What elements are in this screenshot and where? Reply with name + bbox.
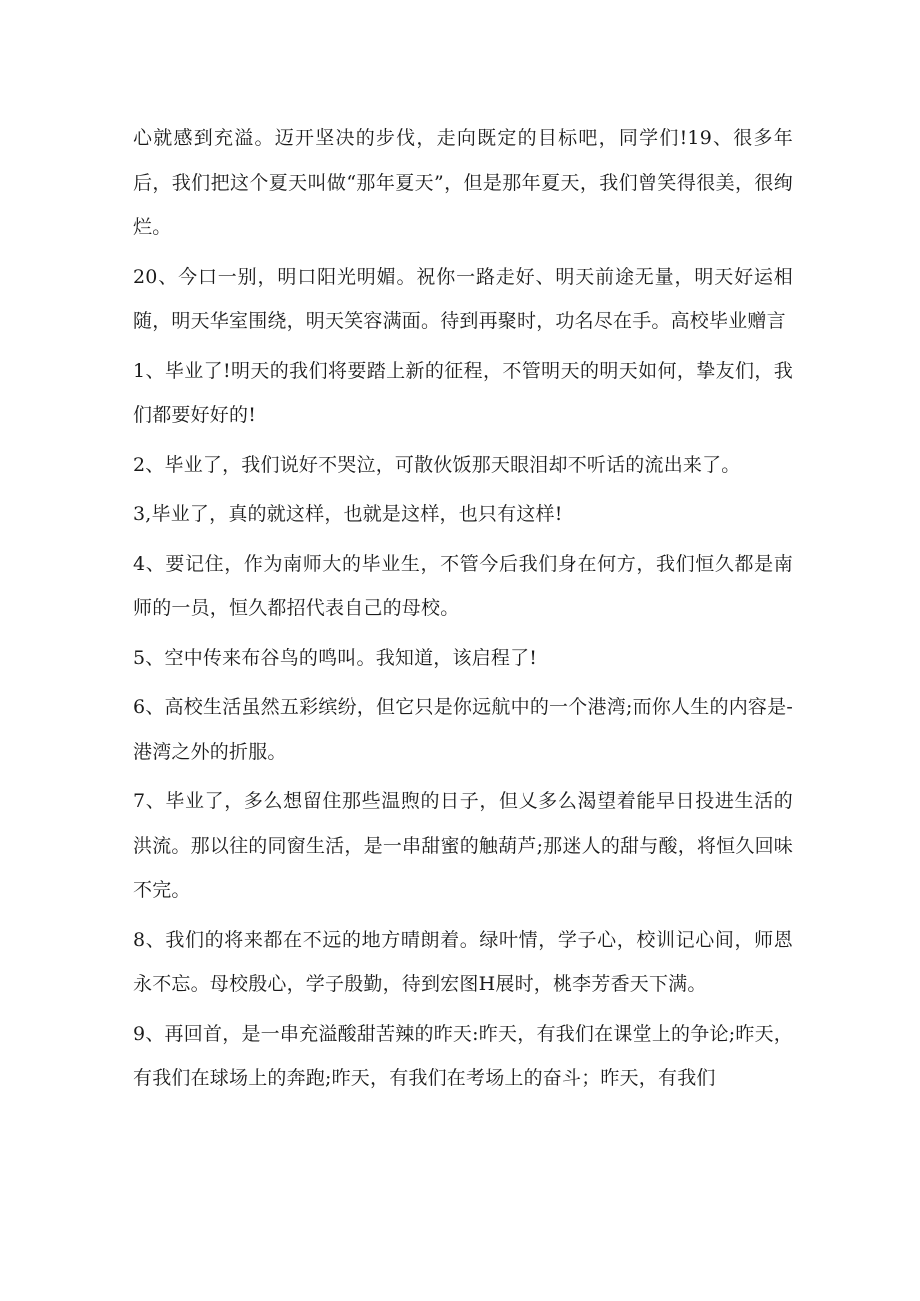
paragraph-5: 4、要记住，作为南师大的毕业生，不管今后我们身在何方，我们恒久都是南师的一员，恒久都招代表自己的母校。	[133, 552, 793, 619]
paragraph-9: 8、我们的将来都在不远的地方晴朗着。绿叶情，学子心，校训记心间，师恩永不忘。母校殷心，学子殷勤，待到宏图H展时，桃李芳香天下满。	[133, 928, 793, 995]
paragraph-4: 3,毕业了，真的就这样，也就是这样，也只有这样!	[133, 503, 563, 525]
paragraph-10: 9、再回首，是一串充溢酸甜苦辣的昨天:昨天，有我们在课堂上的争论;昨天，有我们在球场上的奔跑;昨天，有我们在考场上的奋斗；昨天，有我们	[133, 1022, 793, 1089]
paragraph-7: 6、高校生活虽然五彩缤纷，但它只是你远航中的一个港湾;而你人生的内容是-港湾之外的折服。	[133, 696, 793, 763]
paragraph-1: 20、今口一别，明口阳光明媚。祝你一路走好、明天前途无量，明天好运相随，明天华室围绕，明天笑容满面。待到再聚时，功名尽在手。高校毕业赠言	[133, 265, 793, 332]
paragraph-6: 5、空中传来布谷鸟的鸣叫。我知道，该启程了!	[133, 646, 538, 669]
document-body	[133, 116, 793, 1106]
paragraph-0: 心就感到充溢。迈开坚决的步伐，走向既定的目标吧，同学们!19、很多年后，我们把这个夏天叫做“那年夏天”，但是那年夏天，我们曾笑得很美，很绚烂。	[133, 127, 793, 238]
paragraph-8: 7、毕业了，多么想留住那些温煦的日子，但乂多么渴望着能早日投进生活的洪流。那以往的同窗生活，是一串甜蜜的触葫芦;那迷人的甜与酸，将恒久回味不完。	[133, 790, 793, 901]
paragraph-3: 2、毕业了，我们说好不哭泣，可散伙饭那天眼泪却不听话的流出来了。	[133, 453, 741, 476]
paragraph-2: 1、毕业了!明天的我们将要踏上新的征程，不管明天的明天如何，挚友们，我们都要好好的!	[133, 359, 793, 426]
